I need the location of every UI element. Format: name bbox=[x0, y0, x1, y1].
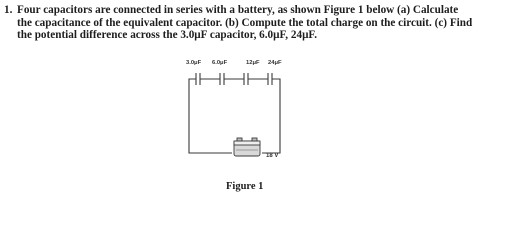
capacitor-label-1: 3.0μF bbox=[186, 60, 202, 66]
battery bbox=[234, 138, 260, 156]
capacitor-label-3: 12μF bbox=[246, 60, 260, 66]
question-line-2: the capacitance of the equivalent capacitor. (b) Compute the total charge on the circuit. (c) Find bbox=[17, 16, 473, 29]
top-wire bbox=[189, 79, 280, 86]
question-line-3: the potential difference across the 3.0μF capacitor, 6.0μF, 24μF. bbox=[17, 29, 318, 42]
battery-label: 18 V bbox=[266, 153, 279, 159]
left-wire bbox=[189, 86, 232, 153]
capacitor-label-4: 24μF bbox=[268, 60, 282, 66]
question-number: 1. bbox=[4, 4, 13, 16]
question-line-1: 1. Four capacitors are connected in series with a battery, as shown Figure 1 below (a) Calculate bbox=[4, 4, 459, 16]
right-wire bbox=[262, 86, 280, 153]
capacitor-label-2: 6.0μF bbox=[212, 60, 228, 66]
figure-caption: Figure 1 bbox=[226, 181, 264, 192]
